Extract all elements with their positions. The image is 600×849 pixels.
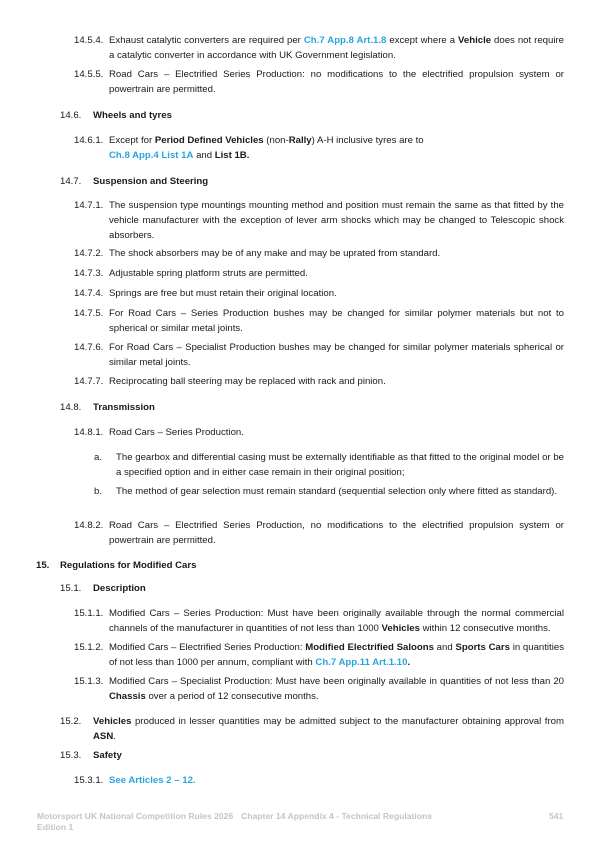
clause-number: 14.6.1.: [74, 135, 104, 146]
list-marker: a.: [94, 452, 103, 463]
section-number: 15.2.: [60, 716, 82, 727]
list-item-text: The gearbox and differential casing must be externally identifiable as that fitted to the original model or be a specified option and in either case remain in their original position;: [116, 452, 564, 478]
clause-text: Road Cars – Electrified Series Production: no modifications to the electrified propulsion system or powertrain are permitted.: [109, 69, 564, 95]
section-text: Vehicles produced in lesser quantities may be admitted subject to the manufacturer obtaining approval from ASN.: [93, 716, 564, 742]
clause-number: 14.7.5.: [74, 308, 104, 319]
cross-reference-link[interactable]: Ch.7 App.11 Art.1.10: [315, 657, 408, 668]
clause-number: 14.8.2.: [74, 520, 104, 531]
cross-reference-link[interactable]: See Articles 2 – 12.: [109, 775, 196, 786]
section-title: Safety: [93, 750, 122, 761]
clause-number: 14.8.1.: [74, 427, 104, 438]
clause-number: 15.3.1.: [74, 775, 104, 786]
section-number: 14.7.: [60, 176, 82, 187]
cross-reference-link[interactable]: Ch.7 App.8 Art.1.8: [303, 35, 387, 46]
clause-text: Springs are free but must retain their original location.: [109, 288, 337, 299]
clause-number: 14.7.4.: [74, 288, 104, 299]
clause-text: Road Cars – Series Production.: [109, 427, 244, 438]
clause-text: Modified Cars – Series Production: Must have been originally available through the normal commercial channels of the manufacturer in quantities of not less than 1000 Vehicles within 12 consecutive months.: [109, 608, 564, 634]
section-title: Description: [93, 583, 146, 594]
clause-number: 14.7.1.: [74, 200, 104, 211]
footer-edition: Edition 1: [37, 822, 74, 832]
clause-text: Reciprocating ball steering may be replaced with rack and pinion.: [109, 376, 386, 387]
clause-number: 14.5.5.: [74, 69, 104, 80]
clause-number: 15.1.2.: [74, 642, 104, 653]
clause-text: Adjustable spring platform struts are permitted.: [109, 268, 308, 279]
footer-publication-title: Motorsport UK National Competition Rules 2026: [37, 811, 234, 821]
section-title: Suspension and Steering: [93, 176, 209, 187]
cross-reference-link[interactable]: Ch.8 App.4 List 1A: [109, 150, 194, 161]
section-number: 15.: [36, 560, 50, 571]
clause-text: The shock absorbers may be of any make and may be uprated from standard.: [109, 248, 441, 259]
clause-number: 14.5.4.: [74, 35, 104, 46]
section-number: 15.1.: [60, 583, 82, 594]
clause-text: Modified Cars – Electrified Series Production: Modified Electrified Saloons and Sports Cars in quantities of not less than 1000 per annum, compliant with Ch.7 App.11 Art.1.10.: [109, 642, 564, 668]
footer-chapter: Chapter 14 Appendix 4 - Technical Regulations: [241, 811, 433, 821]
section-title: Regulations for Modified Cars: [60, 560, 197, 571]
clause-text: Modified Cars – Specialist Production: Must have been originally available in quantities of not less than 20 Chassis over a period of 12 consecutive months.: [109, 676, 564, 702]
clause-text: For Road Cars – Series Production bushes may be changed for similar polymer materials but not to spherical or similar metal joints.: [109, 308, 564, 334]
section-number: 14.6.: [60, 110, 82, 121]
clause-text: The suspension type mountings mounting method and position must remain the same as that fitted by the vehicle manufacturer with the exception of lever arm shocks which may be changed to Telescopic shock absorbers.: [109, 200, 564, 241]
section-title: Transmission: [93, 402, 155, 413]
list-marker: b.: [94, 486, 103, 497]
clause-text: Road Cars – Electrified Series Production, no modifications to the electrified propulsion system or powertrain are permitted.: [109, 520, 564, 546]
clause-text: For Road Cars – Specialist Production bushes may be changed for similar polymer materials spherical or similar metal joints.: [109, 342, 564, 368]
section-title: Wheels and tyres: [93, 110, 172, 121]
clause-text: [109, 773, 564, 788]
clause-text: Exhaust catalytic converters are required per Ch.7 App.8 Art.1.8 except where a Vehicle does not require a catalytic converter in accordance with UK Government legislation.: [109, 35, 564, 61]
section-number: 15.3.: [60, 750, 82, 761]
clause-number: 15.1.1.: [74, 608, 104, 619]
clause-number: 14.7.2.: [74, 248, 104, 259]
section-number: 14.8.: [60, 402, 82, 413]
clause-text: Except for Period Defined Vehicles (non-Rally) A-H inclusive tyres are to Ch.8 App.4 List 1A and List 1B.: [109, 135, 424, 161]
clause-number: 14.7.3.: [74, 268, 104, 279]
footer-page-number: 541: [549, 811, 564, 821]
clause-number: 15.1.3.: [74, 676, 104, 687]
list-item-text: The method of gear selection must remain standard (sequential selection only where fitted as standard).: [116, 486, 558, 497]
clause-number: 14.7.6.: [74, 342, 104, 353]
clause-number: 14.7.7.: [74, 376, 104, 387]
